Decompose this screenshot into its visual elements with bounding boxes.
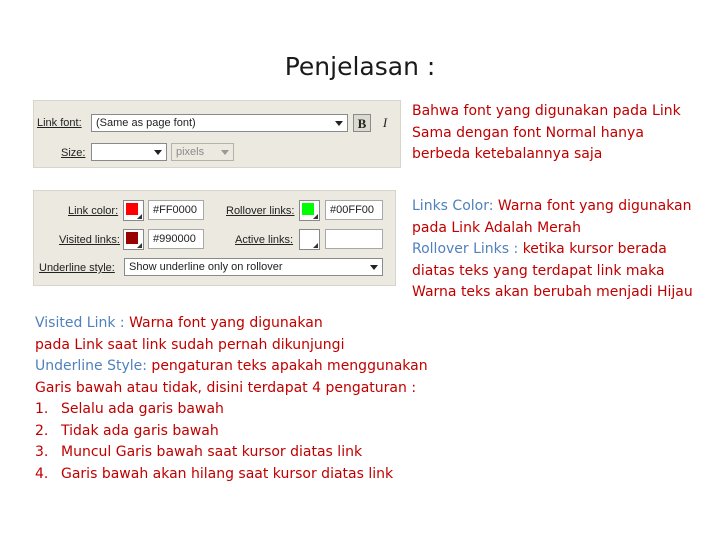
list-item-text: Selalu ada garis bawah — [61, 401, 224, 417]
explanation-line: pada Link Adalah Merah — [412, 219, 581, 236]
visited-term: Visited Link : — [35, 315, 125, 331]
list-item-text: Muncul Garis bawah saat kursor diatas link — [61, 444, 363, 460]
rollover-links-label-text: Rollover links: — [226, 205, 295, 217]
link-color-label-text: Link color: — [68, 205, 119, 217]
active-links-label — [235, 234, 293, 246]
swatch-arrow-icon — [137, 243, 142, 248]
visited-links-label — [59, 234, 120, 246]
list-item-number: 4. — [35, 465, 49, 482]
rollover-term: Rollover Links : — [412, 241, 519, 257]
rollover-color-swatch[interactable] — [299, 200, 320, 221]
link-font-value: (Same as page font) — [96, 117, 196, 129]
link-color-input[interactable]: #FF0000 — [148, 200, 204, 220]
swatch-arrow-icon — [313, 214, 318, 219]
italic-button[interactable]: I — [382, 115, 388, 130]
link-colors-panel — [33, 190, 396, 286]
visited-desc: Warna font yang digunakan — [124, 315, 323, 331]
link-color-label — [68, 205, 118, 217]
underline-style-value: Show underline only on rollover — [129, 261, 283, 273]
size-dropdown[interactable] — [91, 143, 167, 161]
active-color-input[interactable] — [325, 229, 383, 249]
list-item — [35, 421, 428, 443]
link-colors-explanation — [412, 196, 693, 304]
link-font-panel — [33, 100, 401, 168]
explanation-line — [35, 313, 428, 335]
chevron-down-icon — [221, 150, 229, 155]
visited-color-swatch[interactable] — [123, 229, 144, 250]
links-color-term: Links Color: — [412, 198, 494, 214]
list-item — [35, 464, 428, 486]
chevron-down-icon — [154, 150, 162, 155]
link-font-label — [37, 117, 82, 129]
explanation-line: diatas teks yang terdapat link maka — [412, 262, 665, 279]
rollover-color-input[interactable]: #00FF00 — [325, 200, 383, 220]
explanation-line: Bahwa font yang digunakan pada Link — [412, 103, 681, 119]
link-font-label-text: Link font: — [37, 117, 82, 129]
link-color-swatch[interactable] — [123, 200, 144, 221]
swatch-arrow-icon — [137, 214, 142, 219]
swatch-arrow-icon — [313, 243, 318, 248]
rollover-links-label — [226, 205, 294, 217]
bold-button[interactable]: B — [353, 114, 371, 132]
units-value: pixels — [176, 146, 205, 158]
underline-term: Underline Style: — [35, 358, 147, 374]
underline-style-label-text: Underline style: — [39, 262, 115, 274]
list-item-text: Tidak ada garis bawah — [61, 422, 219, 439]
underline-style-dropdown[interactable] — [124, 258, 383, 276]
list-item-number: 3. — [35, 444, 49, 460]
explanation-line: Warna teks akan berubah menjadi Hijau — [412, 284, 693, 300]
link-font-explanation — [412, 101, 681, 166]
visited-underline-explanation — [35, 313, 428, 485]
active-color-swatch[interactable] — [299, 229, 320, 250]
list-item — [35, 399, 428, 421]
size-label-text: Size: — [61, 147, 86, 159]
list-item — [35, 442, 428, 464]
underline-options-list — [35, 399, 428, 485]
size-label — [61, 147, 85, 159]
list-item-number: 2. — [35, 422, 49, 439]
visited-links-label-text: Visited links: — [59, 234, 120, 246]
list-item-text: Garis bawah akan hilang saat kursor diatas link — [61, 465, 394, 482]
explanation-line: berbeda ketebalannya saja — [412, 146, 603, 162]
visited-color-input[interactable]: #990000 — [148, 229, 204, 249]
explanation-line — [35, 356, 428, 378]
active-links-label-text: Active links: — [235, 234, 294, 246]
units-dropdown — [171, 143, 234, 161]
explanation-line — [412, 239, 693, 261]
rollover-desc: ketika kursor berada — [518, 241, 667, 257]
explanation-line: Garis bawah atau tidak, disini terdapat 4 pengaturan : — [35, 379, 417, 396]
chevron-down-icon — [335, 121, 343, 126]
explanation-line: Sama dengan font Normal hanya — [412, 124, 644, 141]
underline-style-label — [39, 262, 115, 274]
explanation-line — [412, 196, 693, 218]
slide-title: Penjelasan : — [284, 52, 436, 81]
links-color-desc: Warna font yang digunakan — [493, 198, 692, 214]
chevron-down-icon — [370, 265, 378, 270]
list-item-number: 1. — [35, 401, 49, 417]
link-font-dropdown[interactable] — [91, 114, 348, 132]
explanation-line: pada Link saat link sudah pernah dikunjungi — [35, 336, 345, 353]
underline-desc: pengaturan teks apakah menggunakan — [146, 358, 428, 374]
